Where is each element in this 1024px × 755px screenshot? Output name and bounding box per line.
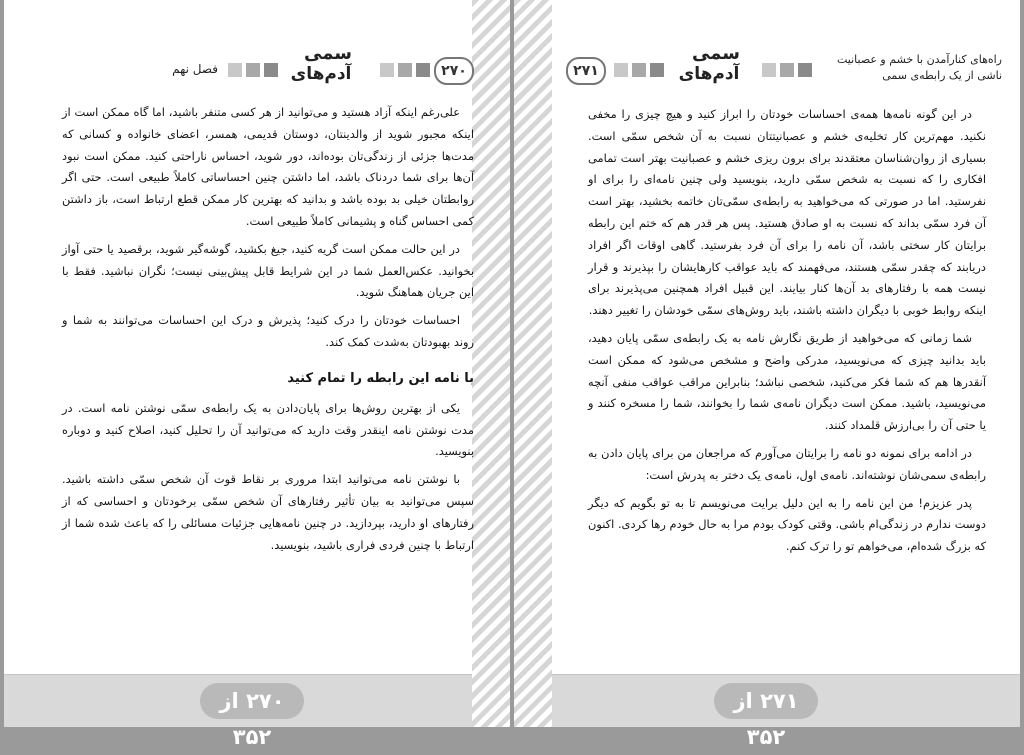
left-page-header bbox=[34, 44, 474, 98]
page-number-badge-left: ۲۷۰ bbox=[434, 57, 474, 85]
logo-word-top: سمی bbox=[692, 43, 740, 64]
book-logo-left bbox=[282, 44, 374, 92]
logo-word-bottom: آدم‌های bbox=[290, 64, 352, 84]
paragraph: با نوشتن نامه می‌توانید ابتدا مروری بر نقاط قوت آن شخص سمّی داشته باشید. سپس می‌توانید به بیان تأثیر رفتارهای آن شخص سمّی برخودتان و احساسی که از رفتارهای او دارید، بپردازید. در چنین نامه‌هایی جزئیات مسائلی را که باعث شده شما از ارتباط با چنین فردی فراری باشید، بنویسید. bbox=[62, 472, 474, 552]
left-page bbox=[4, 0, 510, 749]
gutter-stripe-left bbox=[472, 0, 510, 727]
paragraph: در این حالت ممکن است گریه کنید، جیغ بکشید، گوشه‌گیر شوید، برقصید یا حتی آواز بخوانید. عکس‌العمل شما در این شرایط قابل پیش‌بینی نیست؛ نگران نباشید. فقط با این جریان هماهنگ شوید. bbox=[62, 241, 474, 300]
header-squares-left bbox=[614, 63, 664, 77]
gutter-stripe-right bbox=[514, 0, 552, 727]
paragraph: در ادامه برای نمونه دو نامه را برایتان می‌آورم که مراجعان من برای پایان دادن به رابطه‌ی سمی‌شان نوشته‌اند. نامه‌ی اول، نامه‌ی یک دختر به پدرش است: bbox=[588, 445, 986, 482]
paragraph: احساسات خودتان را درک کنید؛ پذیرش و درک این احساسات می‌توانند به شما و روند بهبودتان به‌شدت کمک کند. bbox=[62, 313, 474, 349]
page-counter-left: ۲۷۰ از ۳۵۲ bbox=[200, 683, 304, 719]
section-heading: با نامه این رابطه را تمام کنید bbox=[287, 370, 474, 386]
running-title-line2: ناشی از یک رابطه‌ی سمی bbox=[882, 69, 1002, 82]
page-number-badge-right: ۲۷۱ bbox=[566, 57, 606, 85]
paragraph: پدر عزیزم! من این نامه را به این دلیل برایت می‌نویسم تا به تو بگویم که دیگر دوست ندارم در زندگی‌ام باشی. وقتی کودک بودم مرا به حال خودم رها کردی. اکنون که بزرگ شده‌ام، می‌خواهم تو را ترک کنم. bbox=[588, 495, 986, 554]
running-title-line1: راه‌های کنارآمدن با خشم و عصبانیت bbox=[836, 53, 1002, 66]
right-page bbox=[514, 0, 1020, 749]
running-title bbox=[837, 52, 1002, 84]
header-squares-right bbox=[762, 63, 812, 77]
logo-word-bottom: آدم‌های bbox=[678, 64, 740, 84]
left-page-footer bbox=[4, 674, 472, 749]
right-page-body bbox=[588, 104, 986, 564]
paragraph: شما زمانی که می‌خواهید از طریق نگارش نامه به یک رابطه‌ی سمّی پایان دهید، باید بدانید چیزی که می‌نویسید، مدرکی واضح و مشخص می‌شود که ممکن است آنقدرها هم که شما فکر می‌کنید، شخصی نباشد؛ بنابراین مراقب عواقب منفی آنچه می‌نویسید، باشید. ممکن است دیگران نامه‌ی شما را بخوانند، شما را مسخره کنند و یا حتی آن را بی‌ارزش قلمداد کنند. bbox=[588, 330, 986, 433]
right-page-header bbox=[562, 44, 1002, 98]
logo-word-top: سمی bbox=[304, 43, 352, 64]
paragraph: یکی از بهترین روش‌ها برای پایان‌دادن به یک رابطه‌ی سمّی نوشتن نامه است. در مدت نوشتن نامه اینقدر وقت دارید که می‌توانید آن را تحلیل کنید، اصلاح کنید و دوباره بنویسید. bbox=[62, 400, 474, 459]
book-logo-right bbox=[670, 44, 762, 92]
header-squares-left bbox=[228, 63, 278, 77]
left-page-body bbox=[62, 102, 474, 562]
paragraph: در این گونه نامه‌ها همه‌ی احساسات خودتان را ابراز کنید و هیچ چیزی را مخفی نکنید. مهم‌ترین کار تخلیه‌ی خشم و عصبانیتتان نسبت به آن شخص سمّی است. بسیاری از روان‌شناسان معتقدند برای برون ریزی خشم و عصبانیت بهتر است تمامی افکاری را که نسبت به شخص سمّی دارید، بنویسید ولی چنین نامه‌ای را برای او نفرستید. اما در صورتی که می‌خواهید به رابطه‌ی سمّی‌تان خاتمه بخشید، بهتر است آن فرد سمّی بداند که نسبت به او صادق هستید. پس هر قدر هم که ختم این رابطه برایتان کار سختی باشد، آن نامه را برای آن فرد بفرستید. گاهی اوقات اگر افراد دریابند که چقدر سمّی هستند، می‌فهمند که باید عواقب کارهایشان را بپذیرند و قرار نیست همه با رفتارهای بد آن‌ها کنار بیایند. این قبیل افراد همچنین می‌پذیرند برای اینکه روابط خوبی با دیگران داشته باشند، باید روش‌های سمّی خودشان را تغییر دهند. bbox=[588, 107, 986, 318]
header-squares-right bbox=[380, 63, 430, 77]
right-page-footer bbox=[552, 674, 1020, 749]
chapter-label: فصل نهم bbox=[172, 62, 218, 76]
page-counter-right: ۲۷۱ از ۳۵۲ bbox=[714, 683, 818, 719]
paragraph: علی‌رغم اینکه آزاد هستید و می‌توانید از هر کسی متنفر باشید، اما گاه ممکن است از اینکه مجبور شوید از والدینتان، دوستان قدیمی، همسر، اعضای خانواده و کسانی که مدت‌ها جزئی از زندگی‌تان بوده‌اند، دور شوید، احساس ناراحتی کنید. ممکن است نبود آن‌ها برای شما دردناک باشد، اما داشتن چنین احساساتی کاملاً طبیعی است. حتی اگر روابطتان خیلی بد بوده باشد و بدانید که بهترین کار ممکن قطع ارتباط است، باز داشتن کمی احساس گناه و پشیمانی کاملاً طبیعی است. bbox=[62, 105, 474, 228]
